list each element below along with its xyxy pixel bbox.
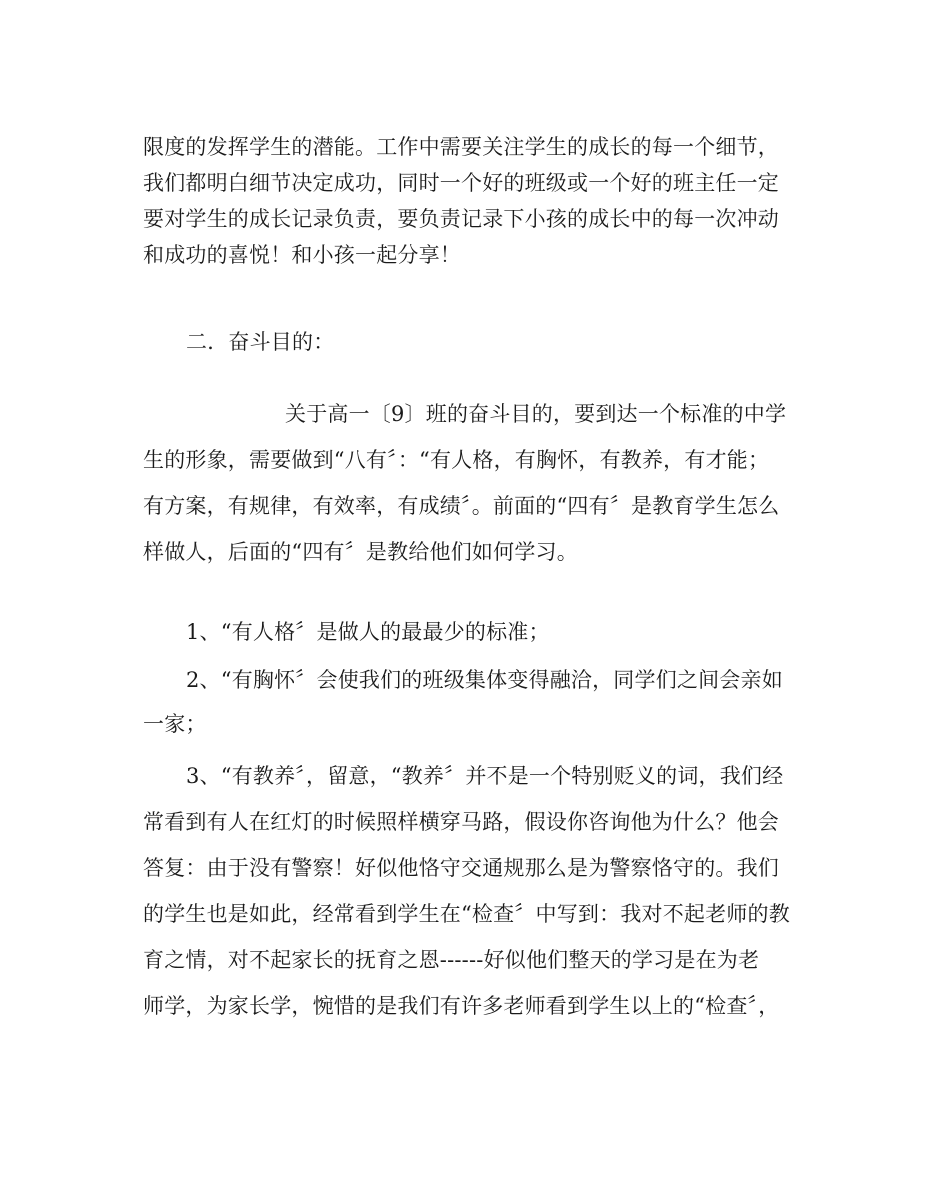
text-line: 要对学生的成长记录负责，要负责记录下小孩的成长中的每一次冲动 <box>143 207 779 231</box>
text-line: 一家； <box>143 712 207 736</box>
text-line: 和成功的喜悦！和小孩一起分享！ <box>143 243 461 267</box>
text-line: 有方案，有规律，有效率，有成绩〞。前面的“四有〞是教育学生怎么 <box>143 494 780 518</box>
text-line: 样做人，后面的“四有〞是教给他们如何学习。 <box>143 540 578 564</box>
text-line: 2、“有胸怀〞会使我们的班级集体变得融洽，同学们之间会亲如 <box>186 668 783 692</box>
paragraph-1 <box>143 129 808 273</box>
text-line: 关于高一〔9〕班的奋斗目的，要到达一个标准的中学 <box>285 402 787 426</box>
text-line: 师学，为家长学，惋惜的是我们有许多老师看到学生以上的“检查〞， <box>143 994 780 1018</box>
text-line: 育之情，对不起家长的抚育之恩------好似他们整天的学习是在为老 <box>143 948 760 972</box>
list-item-1 <box>143 614 808 650</box>
text-line: 3、“有教养〞，留意，“教养〞并不是一个特别贬义的词，我们经 <box>186 764 784 788</box>
text-line: 生的形象，需要做到“八有〞：“有人格，有胸怀，有教养，有才能； <box>143 448 770 472</box>
paragraph-3 <box>143 396 808 570</box>
list-item-2 <box>143 662 808 742</box>
text-line: 常看到有人在红灯的时候照样横穿马路，假设你咨询他为什么？他会 <box>143 810 779 834</box>
text-line: 1、“有人格〞是做人的最最少的标准； <box>186 620 550 644</box>
section-heading <box>143 324 808 360</box>
text-line: 答复：由于没有警察！好似他恪守交通规那么是为警察恪守的。我们 <box>143 856 779 880</box>
list-item-3 <box>143 758 808 1024</box>
text-line: 我们都明白细节决定成功，同时一个好的班级或一个好的班主任一定 <box>143 171 779 195</box>
text-line: 限度的发挥学生的潜能。工作中需要关注学生的成长的每一个细节， <box>143 135 779 159</box>
text-line: 的学生也是如此，经常看到学生在“检查〞中写到：我对不起老师的教 <box>143 902 790 926</box>
heading-text: 二．奋斗目的： <box>186 330 335 354</box>
